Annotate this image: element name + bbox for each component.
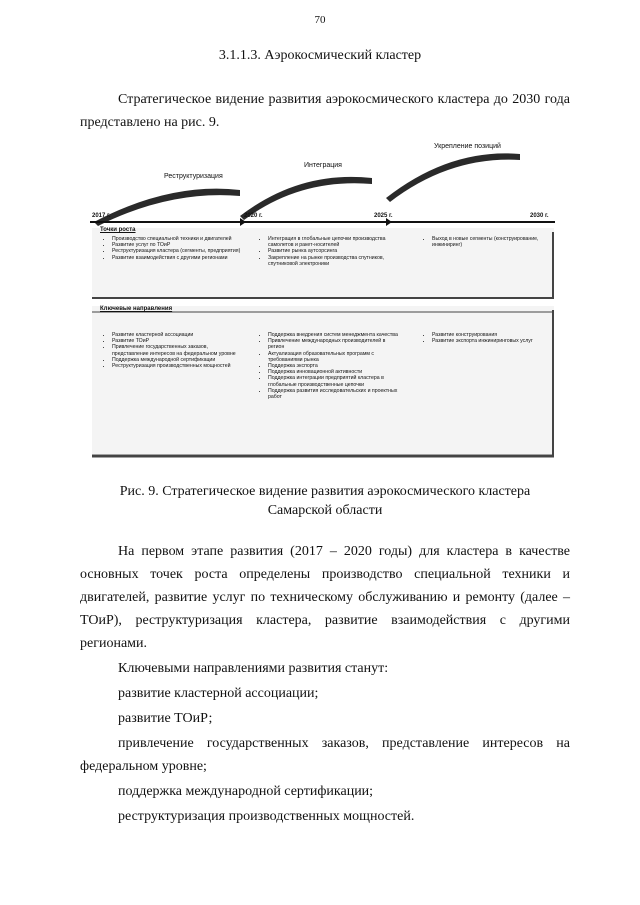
list-item: • Реструктуризация производственных мощностей (112, 363, 244, 369)
list-item: привлечение государственных заказов, представление интересов на федеральном уровне; (80, 736, 570, 774)
growth-col-3 (424, 236, 548, 248)
body-text (80, 540, 570, 828)
directions-col-2 (260, 332, 400, 400)
caption-line-1: Рис. 9. Стратегическое видение развития аэрокосмического кластера (119, 484, 531, 499)
growth-points-title: Точки роста (100, 227, 136, 233)
list-item: поддержка международной сертификации; (118, 784, 374, 799)
phase-label-1: Реструктуризация (164, 173, 223, 180)
caption-line-2: Самарской области (267, 503, 383, 518)
section-heading: 3.1.1.3. Аэрокосмический кластер (218, 48, 422, 63)
list-item: • Привлечение международных производителей в регион (268, 338, 400, 350)
growth-col-2 (260, 236, 400, 267)
list-item: • Поддержка инновационной активности (268, 369, 400, 375)
directions-col-3 (424, 332, 548, 344)
list-item: • Развитие услуг по ТОиР (112, 242, 244, 248)
marker-2020 (240, 218, 246, 226)
marker-2025 (386, 218, 392, 226)
list-item: реструктуризация производственных мощностей. (118, 809, 415, 824)
paragraph-first-stage: На первом этапе развития (2017 – 2020 годы) для кластера в качестве основных точек роста определены производство специальной техники и двигателей, развитие услуг по техническому обслуживанию и ремонту (далее – ТОиР), реструктуризация кластера, развитие взаимодействия с другими регионами. (80, 544, 570, 651)
intro-paragraph: Стратегическое видение развития аэрокосмического кластера до 2030 года представлено на рис. 9. (80, 92, 570, 130)
list-item: развитие кластерной ассоциации; (118, 686, 319, 701)
list-item: • Закрепление на рынке производства спутников, спутниковой электроники (268, 255, 400, 267)
list-item: • Развитие кластерной ассоциации (112, 332, 244, 338)
list-item: • Поддержка экспорта (268, 363, 400, 369)
list-item: • Поддержка международной сертификации (112, 357, 244, 363)
directions-col-1 (104, 332, 244, 369)
growth-col-1 (104, 236, 244, 261)
list-item: • Актуализация образовательных программ с требованиями рынка (268, 351, 400, 363)
list-item: • Развитие экспорта инжиниринговых услуг (432, 338, 548, 344)
list-item: • Производство специальной техники и двигателей (112, 236, 244, 242)
list-item: • Развитие ТОиР (112, 338, 244, 344)
list-item: • Привлечение государственных заказов, представление интересов на федеральном уровне (112, 344, 244, 356)
list-item: • Поддержка внедрения систем менеджмента качества (268, 332, 400, 338)
key-directions-title: Ключевые направления (100, 306, 173, 312)
year-label-4: 2030 г. (530, 213, 549, 219)
figure-caption (80, 482, 570, 520)
strategy-figure (90, 140, 560, 460)
phase-arc-strengthening (386, 153, 520, 202)
phase-arc-restructuring (94, 189, 240, 226)
list-item: • Поддержка интеграции предприятий кластера в глобальные производственные цепочки (268, 375, 400, 387)
list-item: • Развитие конструирования (432, 332, 548, 338)
year-label-2: 2020 г. (244, 213, 263, 219)
list-item: • Поддержка развития исследовательских и проектных работ (268, 388, 400, 400)
list-item: развитие ТОиР; (118, 711, 213, 726)
phase-label-3: Укрепление позиций (434, 143, 501, 150)
page-number: 70 (314, 14, 326, 26)
list-item: • Развитие рынка аутсорсинга (268, 248, 400, 254)
timeline-graphic (90, 140, 560, 460)
year-label-3: 2025 г. (374, 213, 393, 219)
list-item: • Реструктуризация кластера (сегменты, предприятия) (112, 248, 244, 254)
paragraph-key-directions: Ключевыми направлениями развития станут: (118, 661, 389, 676)
year-label-1: 2017 г. (92, 213, 111, 219)
list-item: • Развитие взаимодействия с другими регионами (112, 255, 244, 261)
list-item: • Интеграция в глобальные цепочки производства самолетов и ракет-носителей (268, 236, 400, 248)
list-item: • Выход в новые сегменты (конструирование, инжиниринг) (432, 236, 548, 248)
phase-label-2: Интеграция (304, 162, 342, 169)
